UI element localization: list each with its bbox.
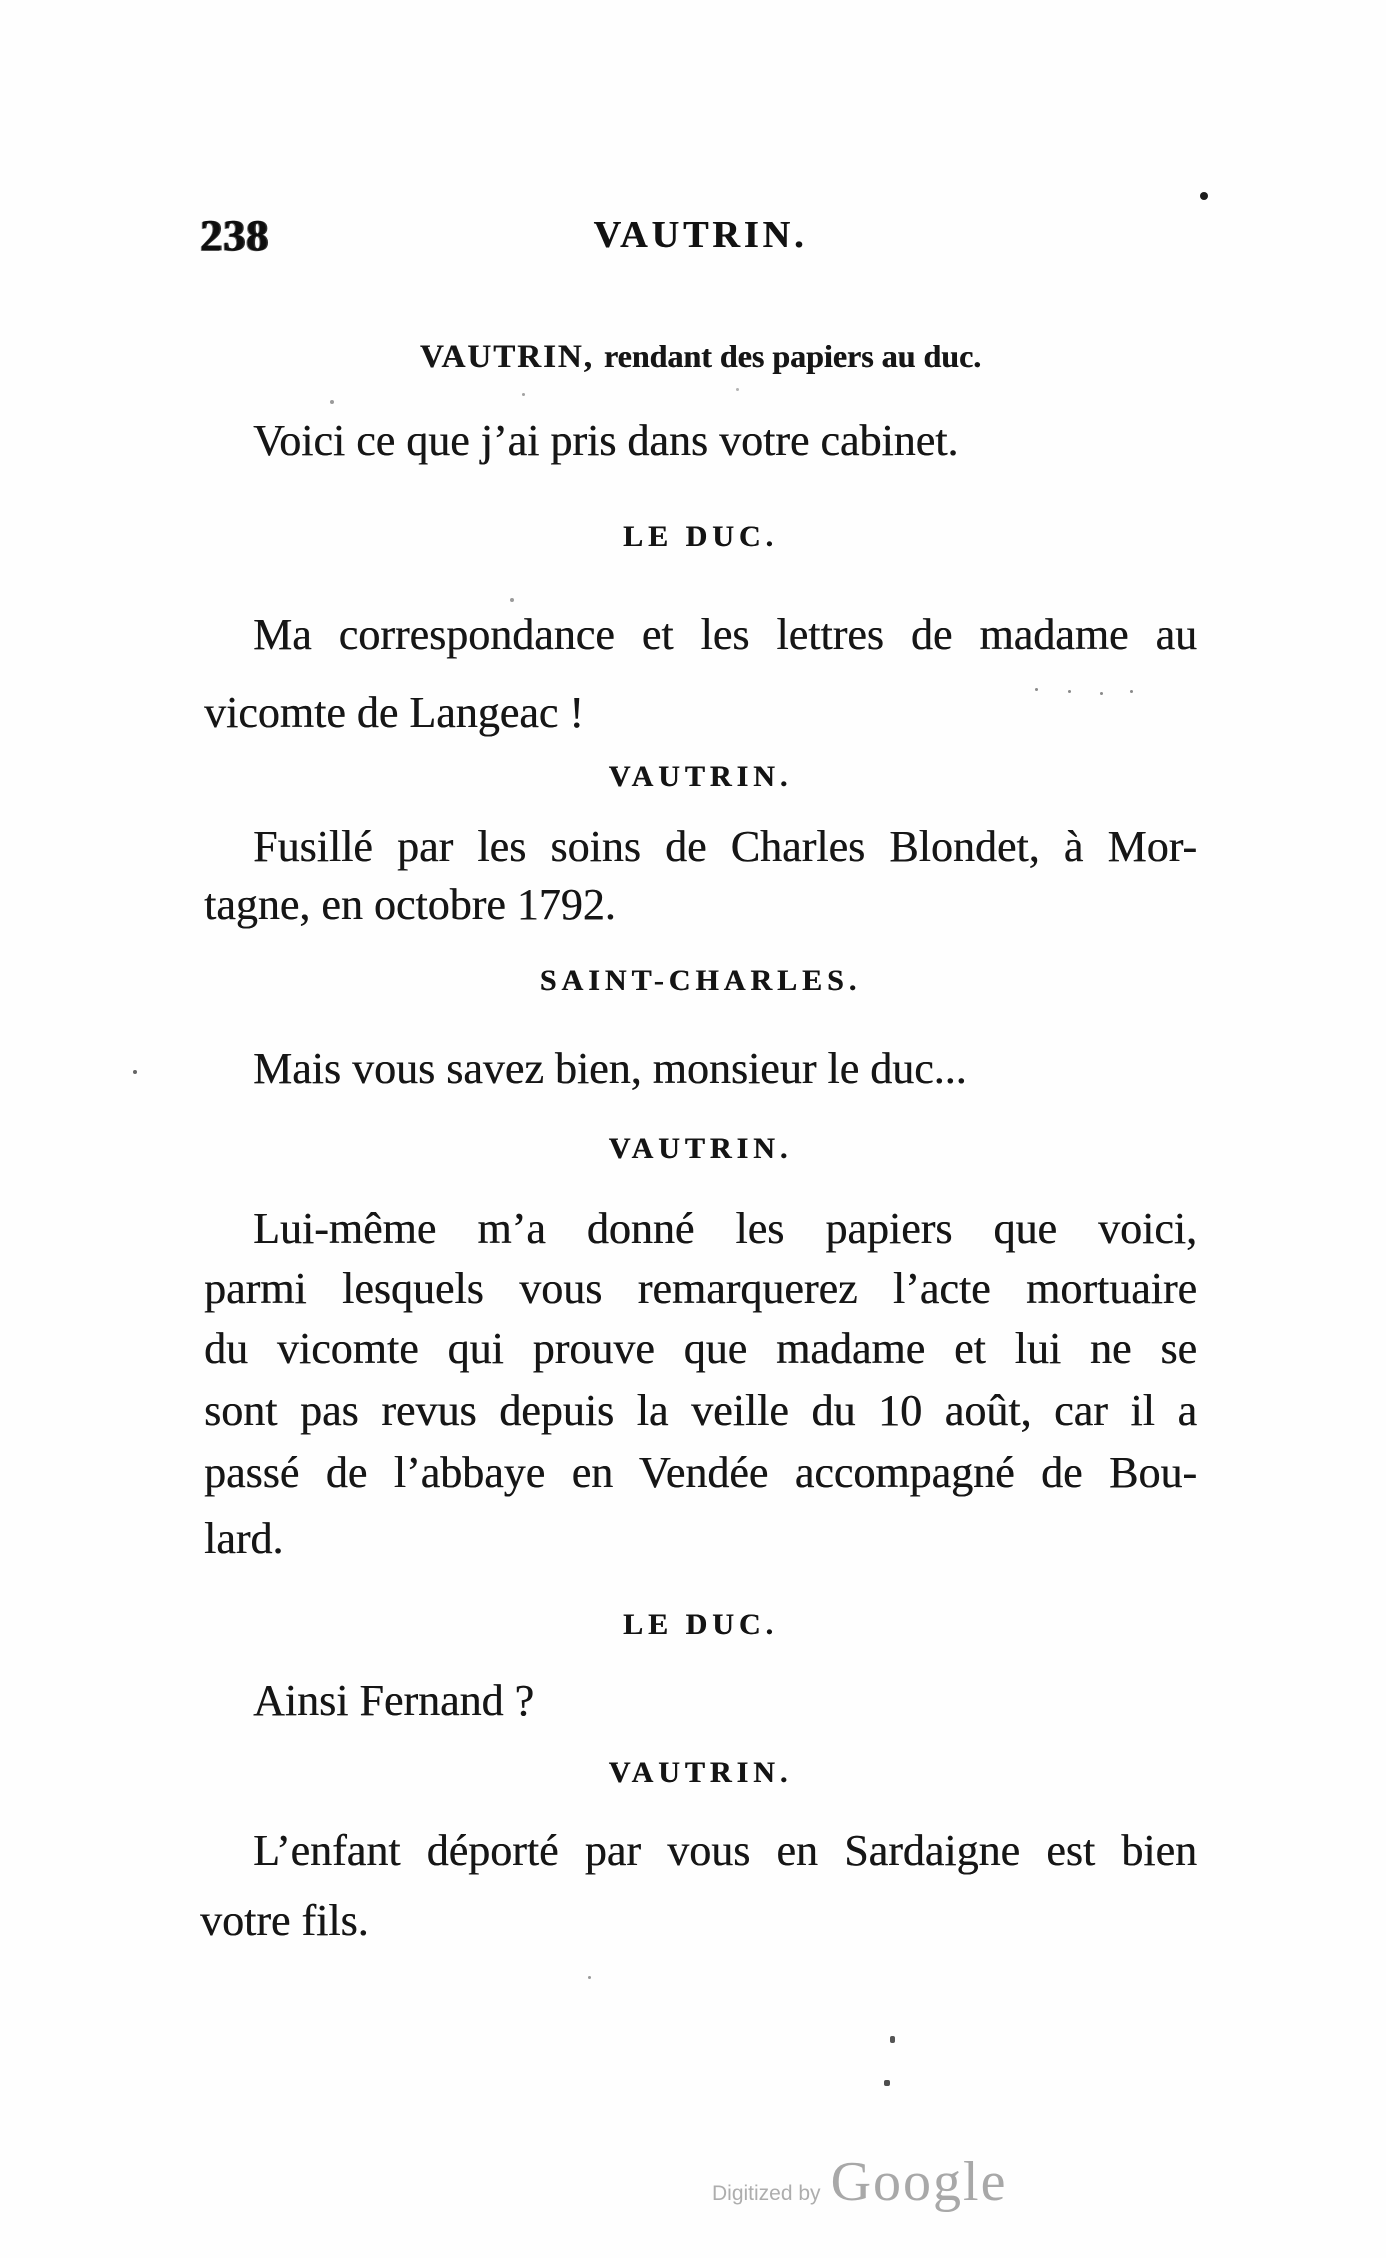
dialogue-line: Ainsi Fernand ? bbox=[253, 1676, 535, 1725]
dialogue-line: Lui-même m’a donné les papiers que voici, bbox=[253, 1204, 1197, 1253]
ink-speck bbox=[522, 393, 525, 396]
running-title: VAUTRIN. bbox=[593, 214, 808, 256]
speaker-label: LE DUC. bbox=[622, 1608, 778, 1641]
page-number: 238 bbox=[200, 211, 269, 260]
ink-speck bbox=[1200, 192, 1208, 200]
dialogue-line: vicomte de Langeac ! bbox=[204, 688, 584, 737]
speaker-label: SAINT-CHARLES. bbox=[539, 964, 862, 997]
dialogue-line: du vicomte qui prouve que madame et lui ne se bbox=[204, 1324, 1197, 1373]
dialogue-line: tagne, en octobre 1792. bbox=[204, 880, 616, 929]
dialogue-line: Ma correspondance et les lettres de madame au bbox=[253, 610, 1197, 659]
speaker-label: LE DUC. bbox=[622, 520, 778, 553]
ink-speck bbox=[510, 598, 514, 602]
speaker-label: VAUTRIN. bbox=[608, 1756, 793, 1789]
dialogue-line: passé de l’abbaye en Vendée accompagné de Bou- bbox=[204, 1448, 1197, 1497]
dialogue-line: parmi lesquels vous remarquerez l’acte mortuaire bbox=[204, 1264, 1197, 1313]
ink-speck bbox=[1035, 688, 1038, 691]
dialogue-line: L’enfant déporté par vous en Sardaigne est bien bbox=[253, 1826, 1197, 1875]
stage-direction-speaker: VAUTRIN, bbox=[419, 339, 594, 375]
ink-speck bbox=[890, 2036, 895, 2043]
ink-speck bbox=[330, 400, 334, 404]
speaker-label: VAUTRIN. bbox=[608, 760, 793, 793]
dialogue-line: Voici ce que j’ai pris dans votre cabinet. bbox=[253, 416, 959, 465]
watermark-prefix: Digitized by bbox=[712, 2182, 821, 2205]
ink-speck bbox=[1130, 690, 1133, 693]
stage-direction-text: rendant des papiers au duc. bbox=[603, 338, 982, 374]
dialogue-line: lard. bbox=[204, 1514, 284, 1563]
ink-speck bbox=[884, 2080, 890, 2086]
dialogue-line: votre fils. bbox=[200, 1896, 369, 1945]
stage-direction bbox=[204, 338, 1197, 376]
ink-speck bbox=[588, 1976, 591, 1979]
speaker-label: VAUTRIN. bbox=[608, 1132, 793, 1165]
dialogue-line: sont pas revus depuis la veille du 10 août, car il a bbox=[204, 1386, 1197, 1435]
google-logo: Google bbox=[830, 2151, 1008, 2213]
google-watermark bbox=[712, 2150, 1007, 2214]
ink-speck bbox=[133, 1070, 137, 1074]
ink-speck bbox=[1068, 690, 1071, 693]
dialogue-line: Mais vous savez bien, monsieur le duc... bbox=[253, 1044, 967, 1093]
ink-speck bbox=[736, 388, 739, 391]
dialogue-line: Fusillé par les soins de Charles Blondet, à Mor- bbox=[253, 822, 1197, 871]
ink-speck bbox=[1100, 692, 1103, 695]
